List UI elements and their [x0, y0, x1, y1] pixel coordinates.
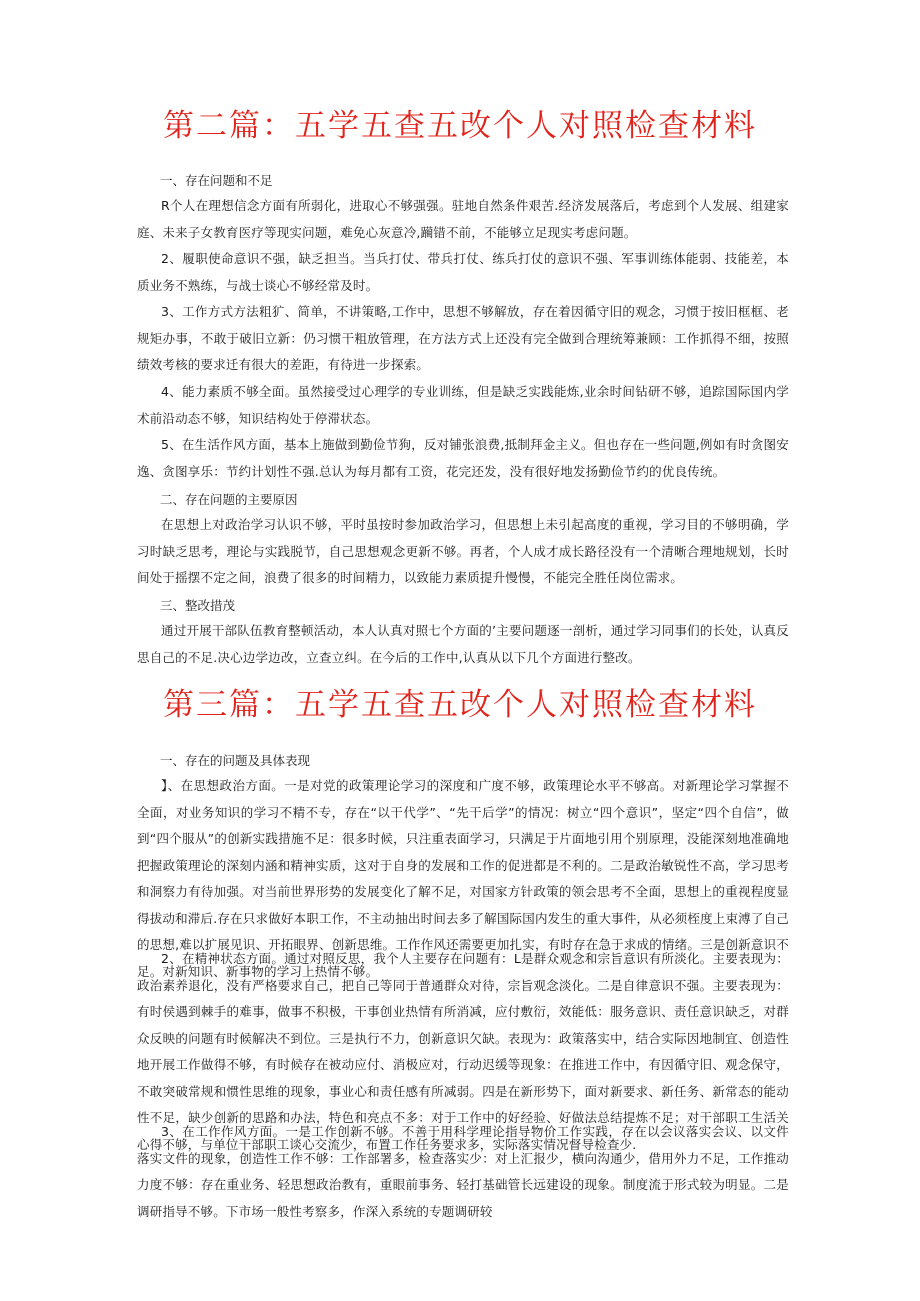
article-2-paragraph: 5、在生活作风方面，基本上施做到勤俭节狗，反对铺张浪费,抵制拜金主义。但也存在一些问题,例如有时贪图安逸、贪图享乐：节约计划性不强.总认为每月都有工资，花完还发，没有很好地发扬勤俭节约的优良传统。	[137, 437, 789, 479]
article-3-paragraph: 】、在思想政治方面。一是对党的政策理论学习的深度和广度不够，政策理论水平不够高。对新理论学习掌握不全面，对业务知识的学习不精不专，存在“以干代学”、“先干后学”的情况：树立“四个意识”，坚定“四个自信”，做到“四个服从”的创新实践措施不足：很多时候，只注重表面学习，只满足于片面地引用个别原理，没能深刻地准确地把握政策理论的深刻内涵和精神实质，这对于自身的发展和工作的促进都是不利的。二是政治敏锐性不高，学习思考和洞察力有待加强。对当前世界形势的发展变化了解不足，对国家方针政策的领会思考不全面，思想上的重视程度显得拔动和滞后.存在只求做好本职工作，不主动抽出时间去多了解国际国内发生的重大事件，从必须桎度上束溥了自己的思想,难以扩展见识、开拓眼界、创新思维。工作作风还需要更加扎实，有时存在急于求成的情绪。三是创新意识不足。对新知识、新事物的学习上热情不够。	[137, 778, 789, 979]
article-2-section-1-heading: 一、存在问题和不足	[160, 173, 273, 188]
article-2-paragraph: 3、工作方式方法粗犷、简单，不讲策略,工作中，思想不够解放，存在着因循守旧的观念，习惯于按旧框框、老规矩办事，不敢于破旧立新：仍习惯干粗放管理，在方法方式上还没有完全做到合理统筹兼顾：工作抓得不细，按照绩效考核的要求迁有很大的差距，有待进一步探索。	[137, 304, 789, 372]
article-3-paragraph: 3、在工作作风方面。一是工作创新不够。不善于用科学理论指导物价工作实践，存在以会议落实会议、以文件落实文件的现象，创造性工作不够：工作部署多，检查落实少：对上汇报少，横向沟通少，借用外力不足，工作推动力度不够：存在重业务、轻思想政治教有，重眼前事务、轻打基础管长远建设的现象。制度流于形式较为明显。二是调研指导不够。下市场一般性考察多，作深入系统的专题调研较	[137, 1124, 789, 1219]
article-2-paragraph: 在思想上对政治学习认识不够，平时虽按时参加政治学习，但思想上未引起高度的重视，学习目的不够明确，学习时缺乏思考，理论与实践脱节，自己思想观念更新不够。再者，个人成才成长路径没有一个清晰合理地规划，长时间处于摇摆不定之间，浪费了很多的时间精力，以致能力素质提升慢慢，不能完全胜任岗位需求。	[137, 517, 789, 585]
article-2-section-2-heading: 二、存在问题的主要原因	[160, 492, 298, 507]
article-2-paragraph: 通过开展干部队伍教育整顿活动，本人认真对照七个方面的’主要问题逐一剖析，通过学习同事们的长处，认真反思自己的不足.决心边学边改，立查立纠。在今后的工作中,认真从以下几个方面进行整改。	[137, 623, 789, 665]
article-3-title: 第三篇：五学五查五改个人对照检查材料	[163, 687, 757, 723]
article-2-paragraph: 4、能力素质不够全面。虽然接受过心理学的专业训练，但是缺乏实践能炼,业余时间钻研不够，追踪国际国内学术前沿动态不够，知识结构处于停滞状态。	[137, 384, 789, 426]
article-2-section-3-heading: 三、整改措茂	[160, 598, 236, 613]
article-2-title: 第二篇：五学五查五改个人对照检查材料	[163, 108, 757, 144]
article-2-paragraph: 2、履职使命意识不强，缺乏担当。当兵打仗、带兵打仗、练兵打仗的意识不强、军事训练体能弱、技能差，本质业务不熟练，与战士谈心不够经常及时。	[137, 251, 789, 293]
article-3-section-1-heading: 一、存在的问题及具体表现	[160, 753, 311, 768]
article-3-paragraph: 2、在精神状态方面。通过对照反思，我个人主要存在问题有：L是群众观念和宗旨意识有所淡化。主要表现为：政治素养退化，没有严格要求自己，把自己等同于普通群众对待，宗旨观念淡化。二是自律意识不强。主要表现为：有时侯遇到棘手的难事，做事不积极，干事创业热情有所消减，应付敷衍，效能低：服务意识、责任意识缺乏，对群众反映的问题有时候解决不到位。三是执行不力，创新意识欠缺。表现为：政策落实中，结合实际因地制宜、创造性地开展工作做得不够，有时候存在被动应付、消极应对，行动迟缓等现象：在推进工作中，有因循守旧、观念保守，不敢突破常规和惯性思维的现象，事业心和责任感有所减弱。四是在新形势下，面对新要求、新任务、新常态的能动性不足，缺少创新的思路和办法，特色和亮点不多：对于工作中的好经验、好做法总结提炼不足；对干部职工生活关心得不够，与单位干部职工谈心交流少，布置工作任务要求多，实际落实情况督导检查少.	[137, 951, 789, 1152]
article-2-paragraph: R个人在理想信念方面有所弱化，进取心不够强强。驻地自然条件艰苦.经济发展落后，考虑到个人发展、组建家庭、未来子女教育医疗等现实问题，难免心灰意冷,躏错不前，不能够立足现实考虑问题。	[137, 198, 789, 240]
